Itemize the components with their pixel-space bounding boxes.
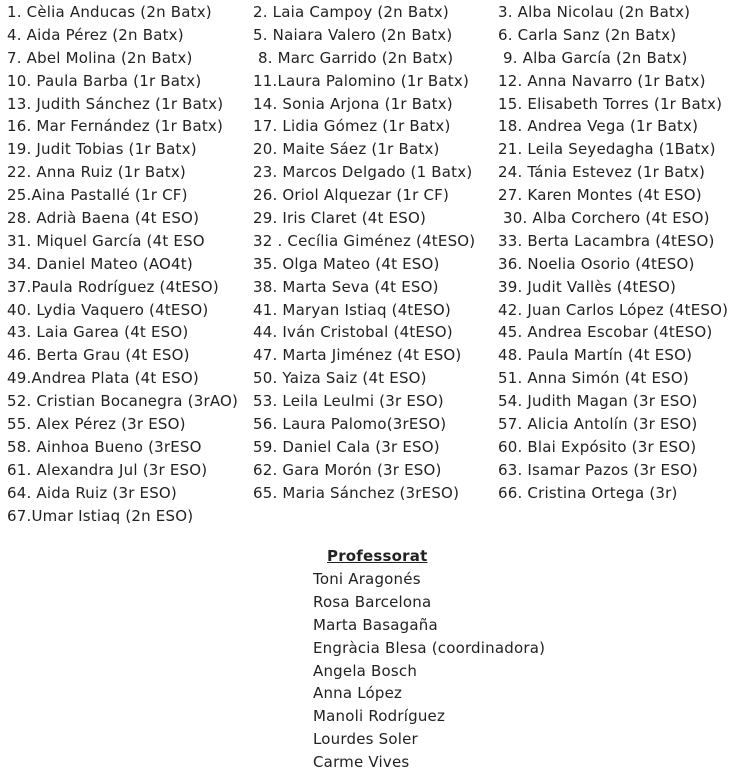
student-row bbox=[0, 436, 746, 459]
student-row bbox=[0, 115, 746, 138]
student-entry: 37.Paula Rodríguez (4tESO) bbox=[7, 277, 219, 296]
student-entry: 66. Cristina Ortega (3r) bbox=[498, 483, 678, 502]
student-row bbox=[0, 70, 746, 93]
student-entry: 46. Berta Grau (4t ESO) bbox=[7, 346, 190, 365]
student-entry: 22. Anna Ruiz (1r Batx) bbox=[7, 163, 186, 182]
student-entry: 34. Daniel Mateo (AO4t) bbox=[7, 254, 193, 273]
staff-member: Manoli Rodríguez bbox=[313, 707, 446, 726]
student-entry: 59. Daniel Cala (3r ESO) bbox=[253, 437, 440, 456]
student-row bbox=[0, 459, 746, 482]
student-entry: 9. Alba García (2n Batx) bbox=[498, 48, 688, 67]
student-entry: 38. Marta Seva (4t ESO) bbox=[253, 277, 439, 296]
student-entry: 24. Tánia Estevez (1r Batx) bbox=[498, 163, 706, 182]
student-entry: 35. Olga Mateo (4t ESO) bbox=[253, 254, 440, 273]
student-entry: 54. Judith Magan (3r ESO) bbox=[498, 392, 698, 411]
student-entry: 28. Adrià Baena (4t ESO) bbox=[7, 209, 200, 228]
staff-member: Angela Bosch bbox=[313, 661, 418, 680]
student-row bbox=[0, 47, 746, 70]
student-entry: 14. Sonia Arjona (1r Batx) bbox=[253, 94, 453, 113]
staff-member: Carme Vives bbox=[313, 753, 410, 772]
student-entry: 18. Andrea Vega (1r Batx) bbox=[498, 117, 699, 136]
student-entry: 47. Marta Jiménez (4t ESO) bbox=[253, 346, 462, 365]
student-entry: 40. Lydia Vaquero (4tESO) bbox=[7, 300, 209, 319]
student-entry: 23. Marcos Delgado (1 Batx) bbox=[253, 163, 473, 182]
student-row bbox=[0, 321, 746, 344]
student-row bbox=[0, 505, 746, 528]
staff-list bbox=[313, 568, 743, 774]
student-entry: 4. Aida Pérez (2n Batx) bbox=[7, 25, 184, 44]
student-entry: 2. Laia Campoy (2n Batx) bbox=[253, 3, 449, 21]
staff-heading: Professorat bbox=[327, 547, 428, 565]
student-entry: 58. Ainhoa Bueno (3rESO bbox=[7, 437, 202, 456]
student-entry: 63. Isamar Pazos (3r ESO) bbox=[498, 460, 698, 479]
staff-member: Marta Basagaña bbox=[313, 615, 438, 634]
student-entry: 29. Iris Claret (4t ESO) bbox=[253, 209, 427, 228]
student-entry: 53. Leila Leulmi (3r ESO) bbox=[253, 392, 444, 411]
student-row bbox=[0, 1, 746, 24]
student-entry: 20. Maite Sáez (1r Batx) bbox=[253, 140, 440, 159]
student-entry: 39. Judit Vallès (4tESO) bbox=[498, 277, 677, 296]
student-entry: 8. Marc Garrido (2n Batx) bbox=[253, 48, 454, 67]
student-entry: 19. Judit Tobias (1r Batx) bbox=[7, 140, 197, 159]
student-entry: 42. Juan Carlos López (4tESO) bbox=[498, 300, 729, 319]
student-entry: 65. Maria Sánchez (3rESO) bbox=[253, 483, 460, 502]
student-entry: 10. Paula Barba (1r Batx) bbox=[7, 71, 202, 90]
student-entry: 3. Alba Nicolau (2n Batx) bbox=[498, 3, 691, 21]
student-entry: 26. Oriol Alquezar (1r CF) bbox=[253, 186, 450, 205]
staff-member: Toni Aragonés bbox=[313, 570, 421, 588]
student-entry: 7. Abel Molina (2n Batx) bbox=[7, 48, 193, 67]
student-entry: 15. Elisabeth Torres (1r Batx) bbox=[498, 94, 723, 113]
student-entry: 50. Yaiza Saiz (4t ESO) bbox=[253, 369, 427, 388]
student-entry: 16. Mar Fernández (1r Batx) bbox=[7, 117, 224, 136]
student-row bbox=[0, 276, 746, 299]
staff-member: Rosa Barcelona bbox=[313, 592, 432, 611]
student-entry: 5. Naiara Valero (2n Batx) bbox=[253, 25, 453, 44]
student-row bbox=[0, 184, 746, 207]
student-row bbox=[0, 138, 746, 161]
student-row bbox=[0, 161, 746, 184]
student-entry: 27. Karen Montes (4t ESO) bbox=[498, 186, 702, 205]
student-entry: 21. Leila Seyedagha (1Batx) bbox=[498, 140, 716, 159]
student-row bbox=[0, 230, 746, 253]
student-entry: 1. Cèlia Anducas (2n Batx) bbox=[7, 3, 212, 21]
student-entry: 61. Alexandra Jul (3r ESO) bbox=[7, 460, 208, 479]
student-row bbox=[0, 344, 746, 367]
student-entry: 57. Alicia Antolín (3r ESO) bbox=[498, 415, 698, 434]
student-row bbox=[0, 253, 746, 276]
student-entry: 51. Anna Simón (4t ESO) bbox=[498, 369, 689, 388]
student-entry: 43. Laia Garea (4t ESO) bbox=[7, 323, 189, 342]
staff-member: Anna López bbox=[313, 684, 403, 703]
student-entry: 12. Anna Navarro (1r Batx) bbox=[498, 71, 706, 90]
student-row bbox=[0, 413, 746, 436]
student-row bbox=[0, 24, 746, 47]
staff-section bbox=[313, 545, 743, 774]
student-row bbox=[0, 299, 746, 322]
student-entry: 33. Berta Lacambra (4tESO) bbox=[498, 231, 715, 250]
staff-member: Lourdes Soler bbox=[313, 730, 418, 749]
student-entry: 45. Andrea Escobar (4tESO) bbox=[498, 323, 713, 342]
student-entry: 41. Maryan Istiaq (4tESO) bbox=[253, 300, 451, 319]
student-entry: 31. Miquel García (4t ESO bbox=[7, 231, 205, 250]
student-row bbox=[0, 207, 746, 230]
student-entry: 25.Aina Pastallé (1r CF) bbox=[7, 186, 188, 205]
student-entry: 44. Iván Cristobal (4tESO) bbox=[253, 323, 453, 342]
student-row bbox=[0, 93, 746, 116]
student-entry: 52. Cristian Bocanegra (3rAO) bbox=[7, 392, 239, 411]
student-entry: 32 . Cecília Giménez (4tESO) bbox=[253, 231, 476, 250]
student-entry: 48. Paula Martín (4t ESO) bbox=[498, 346, 693, 365]
student-entry: 49.Andrea Plata (4t ESO) bbox=[7, 369, 199, 388]
student-entry: 55. Alex Pérez (3r ESO) bbox=[7, 415, 186, 434]
student-entry: 56. Laura Palomo(3rESO) bbox=[253, 415, 447, 434]
student-entry: 60. Blai Expósito (3r ESO) bbox=[498, 437, 697, 456]
student-entry: 6. Carla Sanz (2n Batx) bbox=[498, 25, 677, 44]
student-entry: 17. Lidia Gómez (1r Batx) bbox=[253, 117, 451, 136]
student-entry: 11.Laura Palomino (1r Batx) bbox=[253, 71, 470, 90]
student-entry: 62. Gara Morón (3r ESO) bbox=[253, 460, 442, 479]
student-row bbox=[0, 390, 746, 413]
student-entry: 64. Aida Ruiz (3r ESO) bbox=[7, 483, 177, 502]
student-entry: 13. Judith Sánchez (1r Batx) bbox=[7, 94, 224, 113]
student-entry: 30. Alba Corchero (4t ESO) bbox=[498, 209, 710, 228]
staff-member: Engràcia Blesa (coordinadora) bbox=[313, 638, 546, 657]
student-row bbox=[0, 482, 746, 505]
student-entry: 36. Noelia Osorio (4tESO) bbox=[498, 254, 695, 273]
student-row bbox=[0, 367, 746, 390]
student-entry: 67.Umar Istiaq (2n ESO) bbox=[7, 506, 194, 525]
